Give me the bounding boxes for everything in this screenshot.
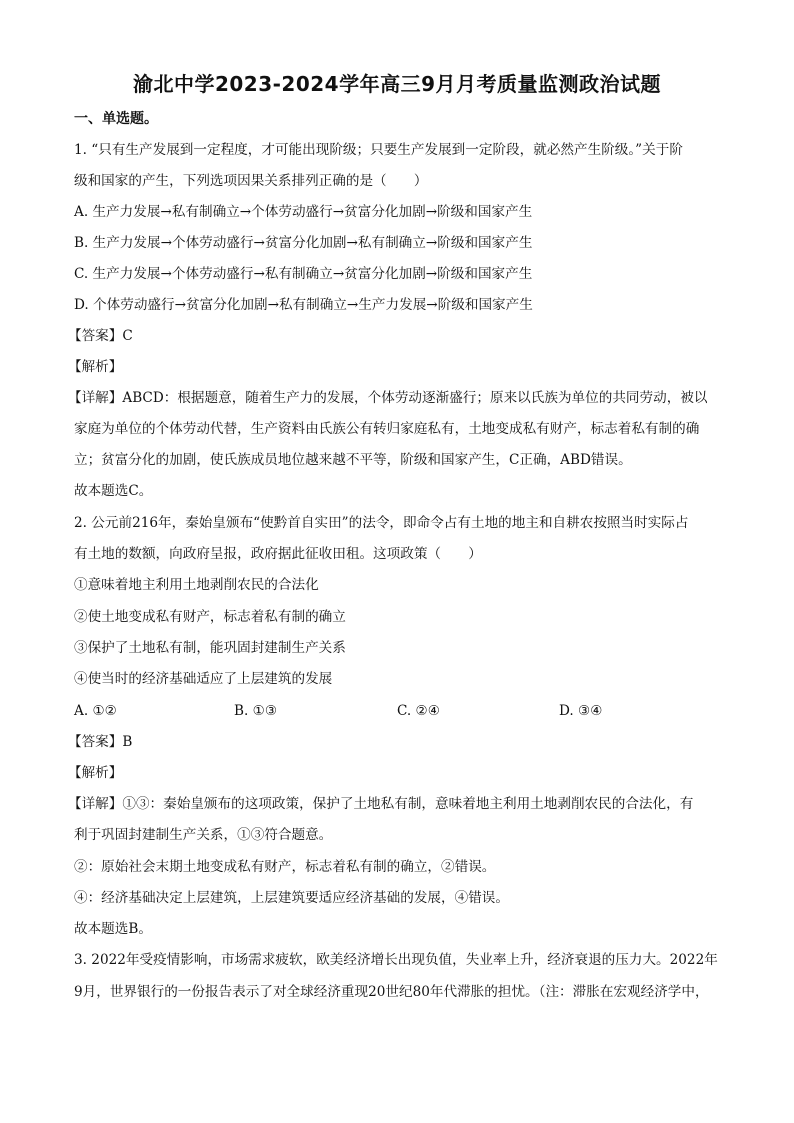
q2-detail-line-3: ②：原始社会末期土地变成私有财产，标志着私有制的确立，②错误。 <box>74 859 496 875</box>
q3-stem-line-2: 9月，世界银行的一份报告表示了对全球经济重现20世纪80年代滞胀的担忧。（注：滞胀在宏观经济学中， <box>74 984 709 1000</box>
q2-detail-line-4: ④：经济基础决定上层建筑，上层建筑要适应经济基础的发展，④错误。 <box>74 890 509 906</box>
q3-stem-line-1: 3. 2022年受疫情影响，市场需求疲软，欧美经济增长出现负值，失业率上升，经济衰退的压力大。2022年 <box>74 952 718 968</box>
q1-option-b: B. 生产力发展→个体劳动盛行→贫富分化加剧→私有制确立→阶级和国家产生 <box>74 235 533 251</box>
q1-detail-line-3: 立；贫富分化的加剧，使氏族成员地位越来越不平等，阶级和国家产生，C正确，ABD错误。 <box>74 452 632 468</box>
q1-detail-line-2: 家庭为单位的个体劳动代替，生产资料由氏族公有转归家庭私有，土地变成私有财产，标志着私有制的确 <box>74 421 700 437</box>
section-heading: 一、单选题。 <box>74 111 158 127</box>
q2-statement-4: ④使当时的经济基础适应了上层建筑的发展 <box>74 671 333 687</box>
q2-stem-line-2: 有土地的数额，向政府呈报，政府据此征收田租。这项政策（ ） <box>74 546 482 562</box>
q1-conclusion: 故本题选C。 <box>74 483 153 499</box>
q1-stem-line-2: 级和国家的产生，下列选项因果关系排列正确的是（ ） <box>74 173 428 189</box>
q2-option-d: D. ③④ <box>559 703 603 719</box>
q1-analysis-label: 【解析】 <box>68 359 123 375</box>
q1-stem-line-1: 1. “只有生产发展到一定程度，才可能出现阶级；只要生产发展到一定阶段，就必然产生阶级。”关于阶 <box>74 142 683 158</box>
q1-answer: 【答案】C <box>68 328 133 344</box>
q2-option-b: B. ①③ <box>234 703 278 719</box>
q1-option-d: D. 个体劳动盛行→贫富分化加剧→私有制确立→生产力发展→阶级和国家产生 <box>74 297 533 313</box>
q2-detail-line-1: 【详解】①③：秦始皇颁布的这项政策，保护了土地私有制，意味着地主利用土地剥削农民的合法化，有 <box>68 796 694 812</box>
q2-option-a: A. ①② <box>74 703 117 719</box>
q2-statement-2: ②使土地变成私有财产，标志着私有制的确立 <box>74 609 346 625</box>
q2-statement-1: ①意味着地主利用土地剥削农民的合法化 <box>74 577 319 593</box>
q2-answer: 【答案】B <box>68 734 133 750</box>
q1-option-a: A. 生产力发展→私有制确立→个体劳动盛行→贫富分化加剧→阶级和国家产生 <box>74 204 533 220</box>
q2-option-c: C. ②④ <box>397 703 440 719</box>
q2-statement-3: ③保护了土地私有制，能巩固封建制生产关系 <box>74 640 346 656</box>
q2-stem-line-1: 2. 公元前216年，秦始皇颁布“使黔首自实田”的法令，即命令占有土地的地主和自耕农按照当时实际占 <box>74 515 689 531</box>
q2-conclusion: 故本题选B。 <box>74 921 152 937</box>
q2-options-row <box>74 700 734 722</box>
q1-option-c: C. 生产力发展→个体劳动盛行→私有制确立→贫富分化加剧→阶级和国家产生 <box>74 266 533 282</box>
q2-analysis-label: 【解析】 <box>68 765 123 781</box>
page-title: 渝北中学2023-2024学年高三9月月考质量监测政治试题 <box>132 72 662 96</box>
q2-detail-line-2: 利于巩固封建制生产关系，①③符合题意。 <box>74 827 333 843</box>
q1-detail-line-1: 【详解】ABCD：根据题意，随着生产力的发展，个体劳动逐渐盛行；原来以氏族为单位的共同劳动，被以 <box>68 390 708 406</box>
